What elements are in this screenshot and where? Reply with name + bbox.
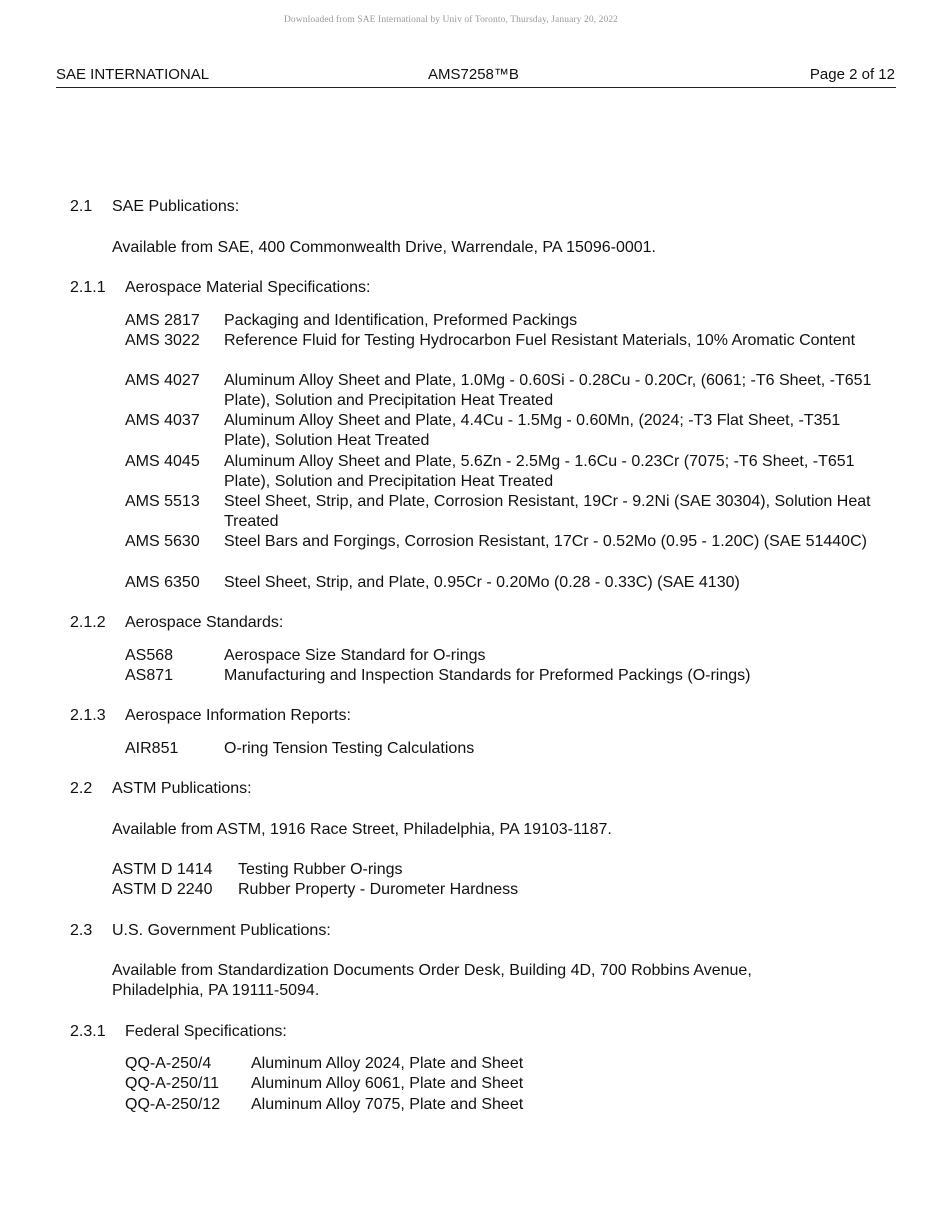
- reference-code: AMS 5630: [125, 533, 200, 550]
- government-availability-line-1: Available from Standardization Documents Order Desk, Building 4D, 700 Robbins Avenue,: [112, 962, 752, 979]
- reference-title: Aluminum Alloy 7075, Plate and Sheet: [251, 1096, 524, 1113]
- reference-title: Steel Bars and Forgings, Corrosion Resistant, 17Cr - 0.52Mo (0.95 - 1.20C) (SAE 51440C): [224, 533, 867, 550]
- reference-code: AMS 3022: [125, 332, 200, 349]
- section-title: ASTM Publications:: [112, 780, 252, 797]
- section-number: 2.1.2: [70, 614, 106, 631]
- header-page-number: Page 2 of 12: [809, 66, 895, 83]
- reference-code: QQ-A-250/4: [125, 1055, 212, 1072]
- reference-title: Aluminum Alloy 6061, Plate and Sheet: [251, 1075, 524, 1092]
- reference-code: AMS 5513: [125, 493, 200, 510]
- section-title: Federal Specifications:: [125, 1023, 287, 1040]
- reference-code: QQ-A-250/12: [125, 1096, 221, 1113]
- section-number: 2.3.1: [70, 1023, 106, 1040]
- reference-title: Manufacturing and Inspection Standards for Preformed Packings (O-rings): [224, 667, 751, 684]
- reference-title: Aerospace Size Standard for O-rings: [224, 647, 486, 664]
- reference-code: AMS 4027: [125, 372, 200, 389]
- page-header: [56, 66, 896, 88]
- section-number: 2.1: [70, 198, 93, 215]
- section-title: Aerospace Standards:: [125, 614, 284, 631]
- reference-title: Testing Rubber O-rings: [238, 861, 403, 878]
- section-title: Aerospace Information Reports:: [125, 707, 351, 724]
- section-number: 2.1.3: [70, 707, 106, 724]
- reference-title: O-ring Tension Testing Calculations: [224, 740, 475, 757]
- sae-availability: Available from SAE, 400 Commonwealth Drive, Warrendale, PA 15096-0001.: [112, 239, 656, 256]
- reference-code: AMS 2817: [125, 312, 200, 329]
- section-title: U.S. Government Publications:: [112, 922, 331, 939]
- section-number: 2.3: [70, 922, 93, 939]
- reference-title: Reference Fluid for Testing Hydrocarbon Fuel Resistant Materials, 10% Aromatic Content: [224, 332, 856, 349]
- header-publisher: SAE INTERNATIONAL: [56, 66, 210, 83]
- reference-title: Steel Sheet, Strip, and Plate, 0.95Cr - 0.20Mo (0.28 - 0.33C) (SAE 4130): [224, 574, 740, 591]
- reference-code: AS568: [125, 647, 174, 664]
- section-title: Aerospace Material Specifications:: [125, 279, 371, 296]
- reference-title: Aluminum Alloy 2024, Plate and Sheet: [251, 1055, 524, 1072]
- reference-code: AIR851: [125, 740, 179, 757]
- download-watermark: Downloaded from SAE International by Univ of Toronto, Thursday, January 20, 2022: [283, 15, 619, 25]
- reference-code: AS871: [125, 667, 174, 684]
- reference-code: AMS 4045: [125, 453, 200, 470]
- reference-title: Packaging and Identification, Preformed Packings: [224, 312, 578, 329]
- government-availability-line-2: Philadelphia, PA 19111-5094.: [112, 982, 320, 999]
- section-number: 2.2: [70, 780, 93, 797]
- header-document-id: AMS7258™B: [428, 66, 519, 83]
- reference-title: Aluminum Alloy Sheet and Plate, 5.6Zn - 2.5Mg - 1.6Cu - 0.23Cr (7075; -T6 Sheet, -T651 Plate), Solution and Precipitation Heat Treated: [224, 453, 855, 491]
- section-title: SAE Publications:: [112, 198, 240, 215]
- reference-title: Aluminum Alloy Sheet and Plate, 1.0Mg - 0.60Si - 0.28Cu - 0.20Cr, (6061; -T6 Sheet, -T651 Plate), Solution and Precipitation Heat Treated: [224, 372, 872, 410]
- reference-code: QQ-A-250/11: [125, 1075, 219, 1092]
- reference-code: AMS 6350: [125, 574, 200, 591]
- reference-title: Steel Sheet, Strip, and Plate, Corrosion Resistant, 19Cr - 9.2Ni (SAE 30304), Solution Heat Treated: [224, 493, 871, 531]
- astm-availability: Available from ASTM, 1916 Race Street, Philadelphia, PA 19103-1187.: [112, 821, 612, 838]
- reference-code: ASTM D 2240: [112, 881, 213, 898]
- reference-code: AMS 4037: [125, 412, 200, 429]
- reference-title: Rubber Property - Durometer Hardness: [238, 881, 519, 898]
- reference-title: Aluminum Alloy Sheet and Plate, 4.4Cu - 1.5Mg - 0.60Mn, (2024; -T3 Flat Sheet, -T351 Plate), Solution Heat Treated: [224, 412, 841, 450]
- section-number: 2.1.1: [70, 279, 106, 296]
- reference-code: ASTM D 1414: [112, 861, 213, 878]
